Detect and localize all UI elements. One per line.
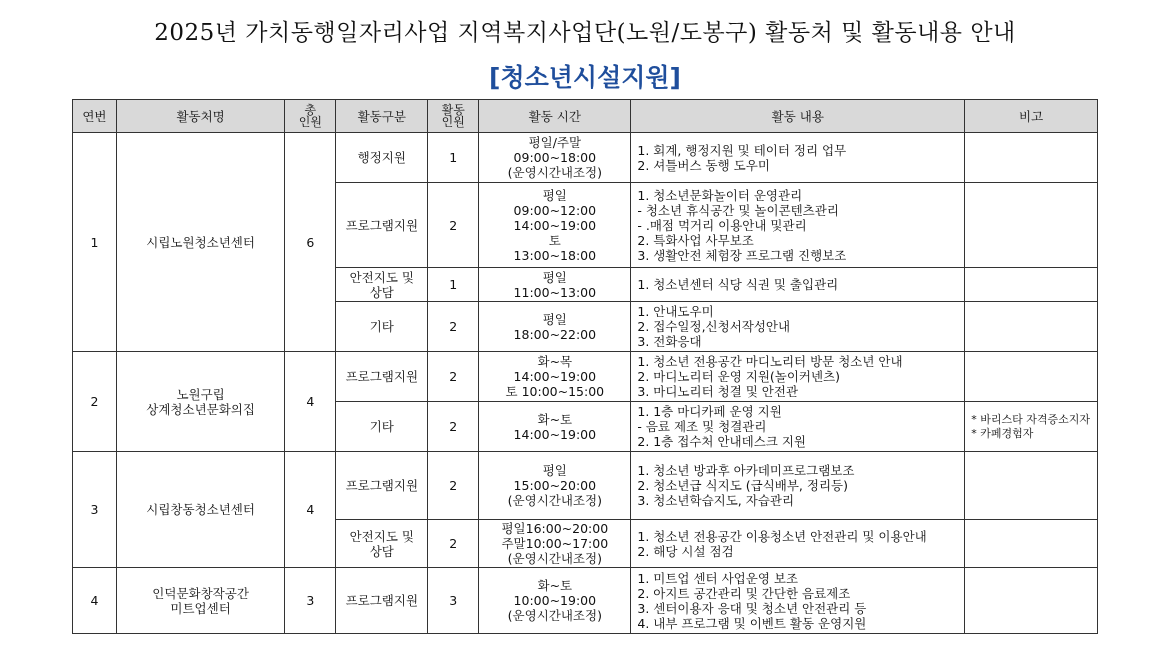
activity-content-line: 3. 마디노리터 청결 및 안전관 [637, 384, 799, 399]
activity-content-line: 1. 청소년 방과후 아카데미프로그램보조 [637, 463, 855, 478]
activity-category-line: 프로그램지원 [345, 217, 419, 233]
org-total-line: 6 [306, 234, 315, 250]
activity-time [479, 352, 631, 402]
header-place: 활동처명 [116, 100, 284, 133]
activity-content-line: 2. 1층 접수처 안내데스크 지원 [637, 434, 806, 449]
activity-content-line: - 음료 제조 및 청결관리 [637, 419, 767, 434]
activity-time-line: 평일 [542, 463, 567, 478]
activity-content-line: 2. 셔틀버스 동행 도우미 [637, 157, 770, 173]
org-total-line: 4 [306, 394, 315, 409]
activity-count-line: 3 [449, 593, 458, 608]
activity-count [428, 568, 479, 634]
activity-content-line: 2. 아지트 공간관리 및 간단한 음료제조 [637, 585, 851, 601]
org-number [73, 452, 117, 568]
activity-note [965, 302, 1098, 352]
activity-count [428, 352, 479, 402]
activity-time [479, 268, 631, 302]
activity-time-line: 평일16:00~20:00 [501, 521, 609, 536]
activity-category-line: 프로그램지원 [345, 369, 419, 384]
activity-time-line: 14:00~19:00 [513, 426, 597, 442]
org-total-line: 4 [306, 502, 315, 517]
activity-category-line: 프로그램지원 [345, 593, 419, 608]
activity-content [631, 133, 965, 183]
activity-category-line: 기타 [369, 319, 394, 334]
activity-note [965, 402, 1098, 452]
activity-time [479, 452, 631, 520]
org-number [73, 352, 117, 452]
header-category: 활동구분 [336, 100, 428, 133]
activity-time [479, 568, 631, 634]
org-name-line: 인덕문화창작공간 [152, 585, 249, 601]
activity-time [479, 402, 631, 452]
activity-category [336, 452, 428, 520]
table-row [73, 352, 1098, 402]
activity-content-line: 2. 접수일정,신청서작성안내 [637, 319, 791, 334]
org-name-line: 시립노원청소년센터 [146, 234, 255, 250]
activity-count [428, 302, 479, 352]
activity-content [631, 183, 965, 268]
activity-content-line: 1. 청소년문화놀이터 운영관리 [637, 187, 803, 203]
activity-count-line: 1 [449, 277, 458, 292]
activity-note-line: * 바리스타 자격증소지자 [971, 412, 1090, 426]
activity-category-line: 안전지도 및 [349, 269, 414, 285]
activity-category [336, 133, 428, 183]
activity-time-line: (운영시간내조정) [507, 608, 602, 623]
activity-content [631, 268, 965, 302]
activity-content-line: 1. 청소년 전용공간 마디노리터 방문 청소년 안내 [637, 354, 903, 369]
activity-time-line: 14:00~19:00 [513, 217, 597, 233]
org-name [116, 352, 284, 452]
activity-category [336, 568, 428, 634]
activity-content-line: 1. 회계, 행정지원 및 테이터 정리 업무 [637, 142, 847, 158]
activity-time-line: 평일 [542, 187, 567, 203]
activity-count [428, 133, 479, 183]
activity-category [336, 352, 428, 402]
activity-count-line: 2 [449, 369, 458, 384]
header-row [73, 100, 1098, 133]
org-total [285, 133, 336, 352]
activity-note [965, 568, 1098, 634]
activity-note [965, 183, 1098, 268]
activity-category-line: 기타 [369, 419, 394, 434]
org-number [73, 133, 117, 352]
org-name-line: 노원구립 [176, 386, 225, 402]
header-count: 활동 인원 [428, 100, 479, 133]
org-number-line: 1 [90, 234, 99, 250]
activity-count [428, 520, 479, 568]
activity-time-line: 화~토 [537, 578, 573, 593]
activity-count [428, 268, 479, 302]
activity-content [631, 402, 965, 452]
activity-content-line: 2. 청소년급 식지도 (급식배부, 정리등) [637, 478, 848, 493]
table-body [73, 133, 1098, 634]
activity-count [428, 402, 479, 452]
activity-time-line: 평일/주말 [528, 135, 582, 150]
activity-count-line: 2 [449, 319, 458, 334]
org-number [73, 568, 117, 634]
activity-note [965, 452, 1098, 520]
activity-category [336, 402, 428, 452]
activity-content [631, 520, 965, 568]
activity-note [965, 133, 1098, 183]
org-name-line: 시립창동청소년센터 [146, 502, 255, 517]
activity-content-line: 3. 청소년학습지도, 자습관리 [637, 493, 795, 508]
activity-time-line: 10:00~19:00 [513, 593, 597, 608]
activity-category [336, 183, 428, 268]
activity-category-line: 행정지원 [357, 150, 406, 165]
activity-time-line: 화~목 [537, 354, 573, 369]
activity-time [479, 520, 631, 568]
org-total [285, 452, 336, 568]
activity-count-line: 2 [449, 217, 458, 233]
activity-count [428, 183, 479, 268]
activity-content [631, 302, 965, 352]
activity-count-line: 2 [449, 419, 458, 434]
page-title: 2025년 가치동행일자리사업 지역복지사업단(노원/도봉구) 활동처 및 활동내용 안내 [154, 20, 1016, 46]
activity-time-line: 토 10:00~15:00 [505, 384, 605, 399]
activity-time-line: (운영시간내조정) [507, 551, 602, 566]
activity-content-line: 1. 미트업 센터 사업운영 보조 [637, 570, 799, 586]
org-number-line: 3 [90, 502, 99, 517]
activity-category [336, 302, 428, 352]
activity-time [479, 302, 631, 352]
activity-time [479, 133, 631, 183]
activity-content-line: 2. 마디노리터 운영 지원(놀이커넨츠) [637, 369, 841, 384]
activity-time-line: 09:00~18:00 [513, 150, 597, 165]
activity-category [336, 268, 428, 302]
activity-time-line: 주말10:00~17:00 [501, 536, 609, 551]
activity-time-line: 화~토 [537, 411, 573, 427]
activity-content-line: 1. 1층 마디카페 운영 지원 [637, 404, 782, 419]
activity-note [965, 268, 1098, 302]
activity-time-line: 토 [548, 232, 561, 248]
activity-category-line: 상담 [369, 543, 394, 559]
activity-time-line: 평일 [542, 269, 567, 285]
activity-time-line: 11:00~13:00 [513, 284, 597, 300]
activity-category-line: 상담 [369, 284, 394, 300]
org-total [285, 568, 336, 634]
activity-content-line: 1. 청소년센터 식당 식권 및 출입관리 [637, 277, 839, 292]
activity-note [965, 352, 1098, 402]
activity-count-line: 2 [449, 536, 458, 551]
activity-content [631, 352, 965, 402]
activity-time-line: 09:00~12:00 [513, 202, 597, 218]
header-note: 비고 [965, 100, 1098, 133]
section-subtitle: [청소년시설지원] [489, 63, 681, 92]
activity-category [336, 520, 428, 568]
activity-time-line: 18:00~22:00 [513, 326, 597, 342]
activity-content-line: 2. 특화사업 사무보조 [637, 232, 754, 248]
table-row [73, 133, 1098, 183]
table-row [73, 568, 1098, 634]
org-name-line: 미트업센터 [170, 600, 231, 616]
org-name [116, 133, 284, 352]
org-total [285, 352, 336, 452]
org-total-line: 3 [306, 593, 315, 608]
org-name [116, 568, 284, 634]
header-no: 연번 [73, 100, 117, 133]
activity-content-line: 1. 안내도우미 [637, 304, 714, 319]
activity-content-line: 3. 생활안전 체험장 프로그램 진행보조 [637, 247, 847, 263]
activity-category-line: 프로그램지원 [345, 478, 419, 493]
activity-category-line: 안전지도 및 [349, 528, 414, 544]
activity-note [965, 520, 1098, 568]
activity-time [479, 183, 631, 268]
activity-content-line: 1. 청소년 전용공간 이용청소년 안전관리 및 이용안내 [637, 528, 927, 544]
activity-time-line: (운영시간내조정) [507, 165, 602, 180]
header-content: 활동 내용 [631, 100, 965, 133]
org-name [116, 452, 284, 568]
activity-count [428, 452, 479, 520]
activity-table [72, 99, 1098, 634]
activity-content-line: 2. 해당 시설 점검 [637, 543, 734, 559]
activity-content-line: - .매점 먹거리 이용안내 및관리 [637, 217, 807, 233]
header-time: 활동 시간 [479, 100, 631, 133]
activity-time-line: 평일 [542, 311, 567, 327]
activity-count-line: 1 [449, 150, 458, 165]
org-number-line: 2 [90, 394, 99, 409]
table-row [73, 452, 1098, 520]
activity-time-line: 15:00~20:00 [513, 478, 597, 493]
org-number-line: 4 [90, 593, 99, 608]
activity-content-line: 3. 전화응대 [637, 334, 702, 349]
activity-time-line: 13:00~18:00 [513, 247, 597, 263]
activity-note-line: * 카페경험자 [971, 426, 1034, 440]
activity-content [631, 568, 965, 634]
activity-time-line: 14:00~19:00 [513, 369, 597, 384]
activity-content [631, 452, 965, 520]
activity-content-line: - 청소년 휴식공간 및 놀이콘텐츠관리 [637, 202, 839, 218]
header-total: 총 인원 [285, 100, 336, 133]
activity-count-line: 2 [449, 478, 458, 493]
org-name-line: 상계청소년문화의집 [146, 401, 255, 417]
activity-content-line: 3. 센터이용자 응대 및 청소년 안전관리 등 [637, 600, 867, 616]
activity-time-line: (운영시간내조정) [507, 493, 602, 508]
activity-content-line: 4. 내부 프로그램 및 이벤트 활동 운영지원 [637, 615, 867, 631]
